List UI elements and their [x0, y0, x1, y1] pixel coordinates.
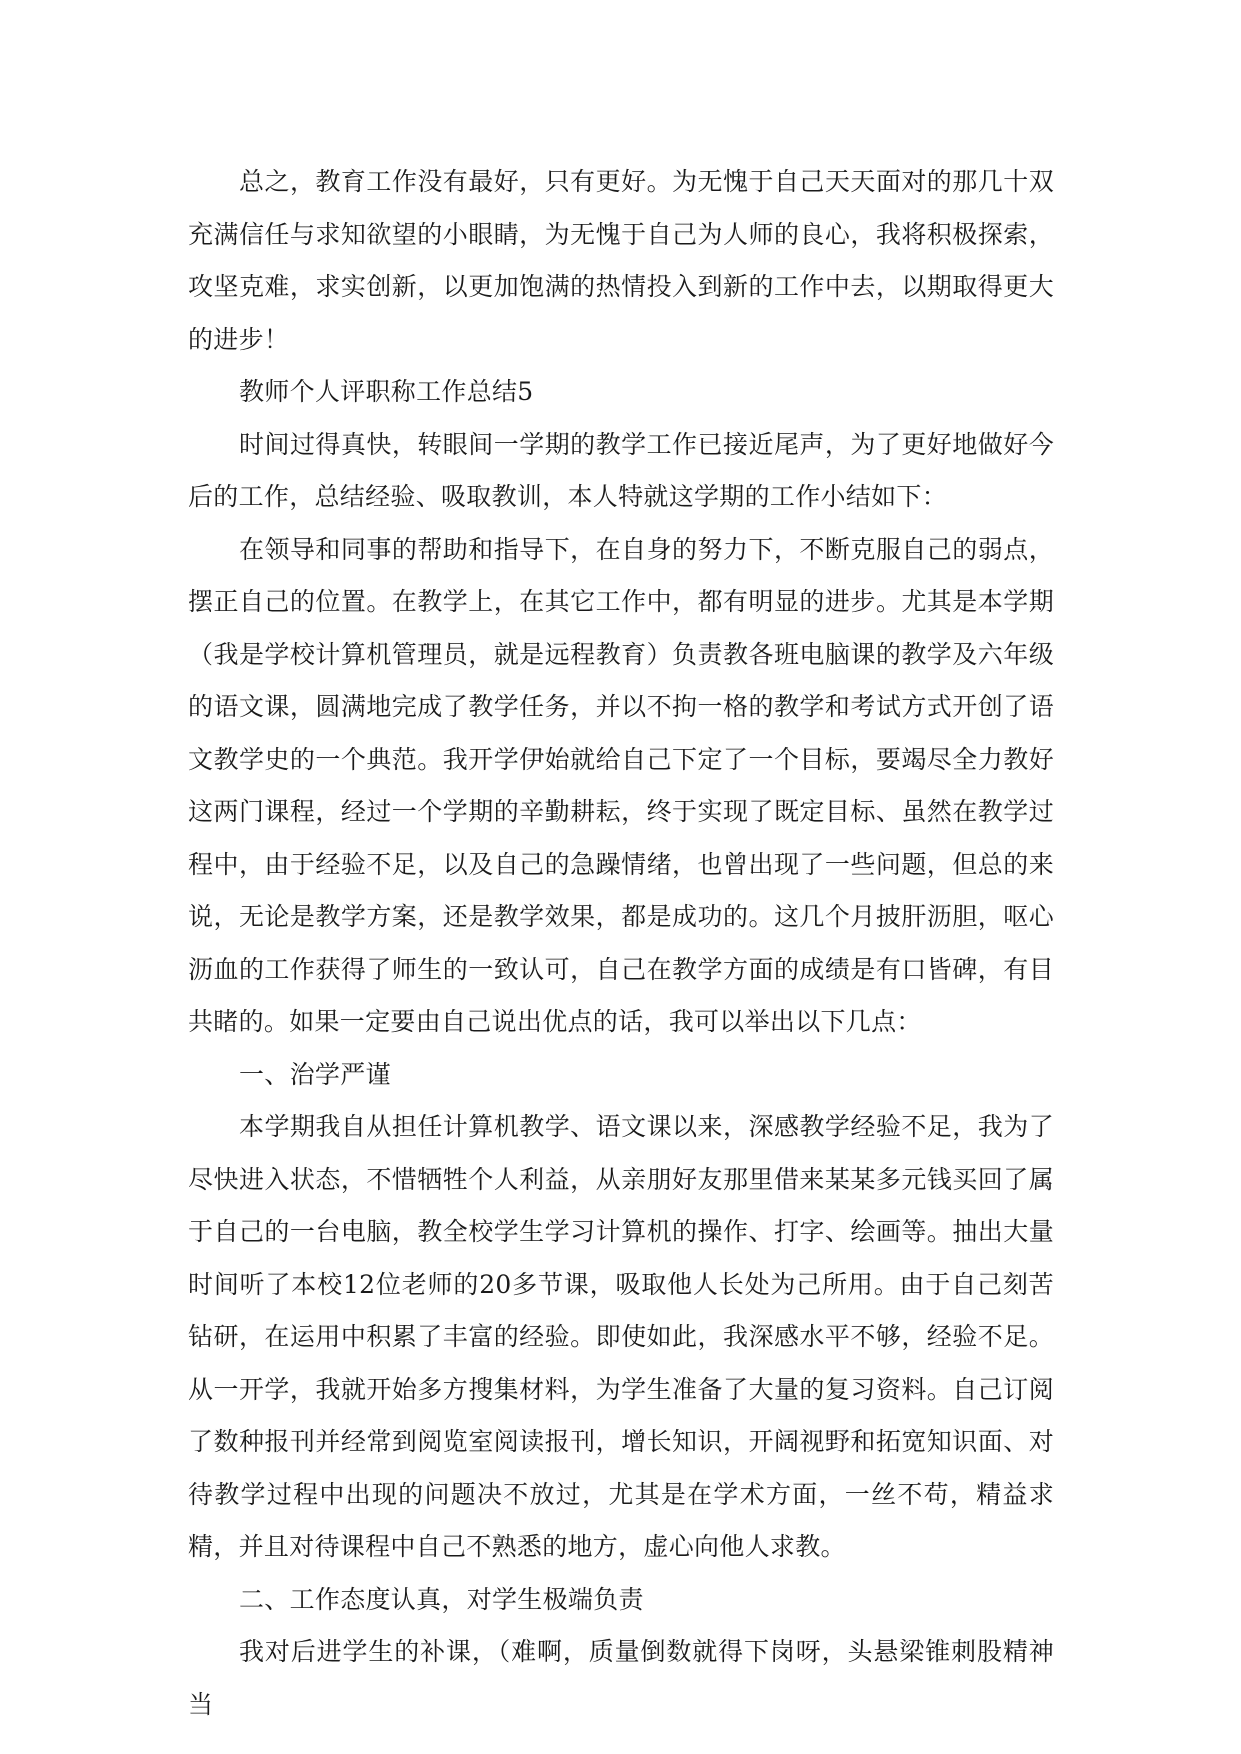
subheading-work-attitude: 二、工作态度认真，对学生极端负责: [239, 1584, 644, 1614]
paragraph-rigorous-study: 本学期我自从担任计算机教学、语文课以来，深感教学经验不足，我为了尽快进入状态，不惜牺牲个人利益，从亲朋好友那里借来某某多元钱买回了属于自己的一台电脑，教全校学生学习计算机的操作、打字、绘画等。抽出大量时间听了本校12位老师的20多节课，吸取他人长处为己所用。由于自己刻苦钻研，在运用中积累了丰富的经验。即使如此，我深感水平不够，经验不足。从一开学，我就开始多方搜集材料，为学生准备了大量的复习资料。自己订阅了数种报刊并经常到阅览室阅读报刊，增长知识，开阔视野和拓宽知识面、对待教学过程中出现的问题决不放过，尤其是在学术方面，一丝不苟，精益求精，并且对待课程中自己不熟悉的地方，虚心向他人求教。: [188, 1112, 1054, 1561]
paragraph-conclusion: 总之，教育工作没有最好，只有更好。为无愧于自己天天面对的那几十双充满信任与求知欲望的小眼睛，为无愧于自己为人师的良心，我将积极探索，攻坚克难，求实创新，以更加饱满的热情投入到新的工作中去，以期取得更大的进步！: [188, 167, 1054, 354]
paragraph-intro: 时间过得真快，转眼间一学期的教学工作已接近尾声，为了更好地做好今后的工作，总结经验、吸取教训，本人特就这学期的工作小结如下：: [188, 429, 1054, 511]
subheading-rigorous-study: 一、治学严谨: [239, 1059, 391, 1089]
paragraph-overview: 在领导和同事的帮助和指导下，在自身的努力下，不断克服自己的弱点，摆正自己的位置。在教学上，在其它工作中，都有明显的进步。尤其是本学期（我是学校计算机管理员，就是远程教育）负责教各班电脑课的教学及六年级的语文课，圆满地完成了教学任务，并以不拘一格的教学和考试方式开创了语文教学史的一个典范。我开学伊始就给自己下定了一个目标，要竭尽全力教好这两门课程，经过一个学期的辛勤耕耘，终于实现了既定目标、虽然在教学过程中，由于经验不足，以及自己的急躁情绪，也曾出现了一些问题，但总的来说，无论是教学方案，还是教学效果，都是成功的。这几个月披肝沥胆，呕心沥血的工作获得了师生的一致认可，自己在教学方面的成绩是有口皆碑，有目共睹的。如果一定要由自己说出优点的话，我可以举出以下几点：: [188, 534, 1054, 1036]
section-title: 教师个人评职称工作总结5: [239, 377, 534, 406]
document-body: [188, 156, 1054, 1731]
paragraph-remedial-classes: 我对后进学生的补课，（难啊，质量倒数就得下岗呀，头悬梁锥刺股精神当: [188, 1637, 1054, 1719]
